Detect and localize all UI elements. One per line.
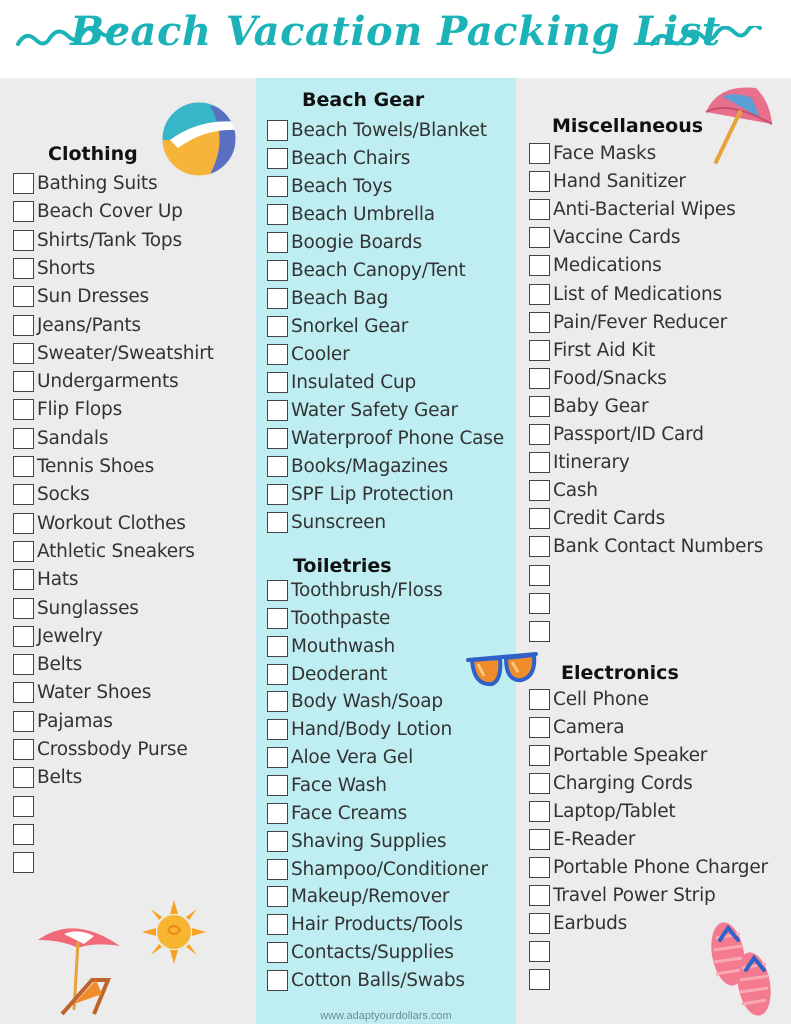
checklist-item[interactable] (267, 120, 487, 141)
checkbox-icon[interactable] (13, 796, 34, 817)
checklist-item[interactable] (267, 400, 458, 421)
checklist-item-label: Waterproof Phone Case (291, 428, 504, 449)
checklist-item[interactable] (13, 852, 37, 873)
checklist-item[interactable] (529, 913, 627, 934)
checkbox-icon[interactable] (267, 512, 288, 533)
checklist-item-label: Sweater/Sweatshirt (37, 342, 214, 364)
sun-icon (142, 900, 206, 964)
checklist-item[interactable] (267, 148, 410, 169)
checkbox-icon[interactable] (529, 284, 550, 305)
checkbox-icon[interactable] (267, 204, 288, 225)
checkbox-icon[interactable] (13, 230, 34, 251)
checklist-item-label: Beach Toys (291, 176, 393, 197)
checklist-item-label: Charging Cords (553, 773, 693, 794)
checklist-item[interactable] (529, 941, 553, 962)
checklist-item[interactable] (529, 368, 667, 389)
checkbox-icon[interactable] (267, 316, 288, 337)
checklist-item-label: Insulated Cup (291, 372, 417, 393)
checklist-item-label: Deoderant (291, 663, 388, 685)
checkbox-icon[interactable] (13, 767, 34, 788)
checklist-item-label: Medications (553, 255, 662, 277)
beach-chair-icon (34, 918, 126, 1018)
checklist-item-label: Shorts (37, 257, 96, 279)
checklist-item-label: Sandals (37, 427, 109, 449)
section-title-electronics: Electronics (561, 662, 679, 684)
checklist-item[interactable] (529, 171, 686, 192)
checklist-item-label: Camera (553, 717, 625, 738)
checklist-item[interactable] (529, 621, 553, 642)
checklist-item[interactable] (13, 598, 139, 619)
checkbox-icon[interactable] (529, 829, 550, 850)
checklist-item[interactable] (13, 513, 186, 534)
checklist-item[interactable] (267, 372, 416, 393)
checklist-item[interactable] (267, 914, 463, 935)
page-title: Beach Vacation Packing List (70, 8, 721, 55)
checklist-item-label: Earbuds (553, 913, 628, 934)
checklist-item[interactable] (267, 288, 388, 309)
checklist-item[interactable] (529, 829, 635, 850)
checkbox-icon[interactable] (529, 565, 550, 586)
checklist-item-label: Athletic Sneakers (37, 540, 195, 562)
checklist-item-label: Belts (37, 654, 83, 676)
checkbox-icon[interactable] (529, 340, 550, 361)
checkbox-icon[interactable] (529, 143, 550, 164)
checklist-item-label: Water Safety Gear (291, 400, 458, 421)
section-title-beach-gear: Beach Gear (302, 89, 425, 111)
checklist-item[interactable] (529, 565, 553, 586)
checklist-item-label: Beach Towels/Blanket (291, 120, 487, 141)
checkbox-icon[interactable] (267, 886, 288, 907)
checklist-item-label: Face Wash (291, 774, 387, 796)
checkbox-icon[interactable] (529, 621, 550, 642)
checklist-item[interactable] (13, 541, 195, 562)
checklist-item-label: Cell Phone (553, 689, 649, 710)
checklist-item[interactable] (267, 664, 387, 685)
checkbox-icon[interactable] (267, 344, 288, 365)
checkbox-icon[interactable] (13, 513, 34, 534)
checkbox-icon[interactable] (13, 484, 34, 505)
checklist-item-label: Baby Gear (553, 395, 649, 417)
checklist-item[interactable] (13, 796, 37, 817)
checklist-item-label: Hair Products/Tools (291, 914, 463, 936)
checklist-item[interactable] (529, 593, 553, 614)
checklist-item[interactable] (13, 173, 157, 194)
checkbox-icon[interactable] (13, 598, 34, 619)
beach-ball-icon (160, 100, 238, 178)
checkbox-icon[interactable] (13, 286, 34, 307)
checklist-item[interactable] (529, 227, 680, 248)
checklist-item[interactable] (267, 176, 392, 197)
checklist-item-label: SPF Lip Protection (291, 484, 454, 505)
checkbox-icon[interactable] (529, 227, 550, 248)
checklist-item[interactable] (529, 801, 675, 822)
checklist-item[interactable] (529, 689, 649, 710)
checklist-item-label: Face Masks (553, 143, 657, 164)
checkbox-icon[interactable] (13, 343, 34, 364)
checklist-item-label: Cotton Balls/Swabs (291, 969, 465, 991)
checklist-item-label: Itinerary (553, 452, 630, 474)
checklist-item[interactable] (267, 747, 413, 768)
checkbox-icon[interactable] (267, 400, 288, 421)
checklist-item-label: Sun Dresses (37, 286, 149, 308)
checklist-item-label: Travel Power Strip (553, 885, 716, 906)
checklist-item-label: Water Shoes (37, 682, 152, 704)
checklist-item-label: Beach Cover Up (37, 201, 183, 223)
checkbox-icon[interactable] (267, 691, 288, 712)
checklist-item-label: Beach Umbrella (291, 204, 435, 225)
checklist-item-label: Makeup/Remover (291, 886, 450, 908)
checklist-item[interactable] (529, 255, 662, 276)
checklist-item-label: Pajamas (37, 710, 113, 732)
checkbox-icon[interactable] (267, 580, 288, 601)
checkbox-icon[interactable] (267, 831, 288, 852)
checklist-item[interactable] (529, 480, 598, 501)
checkbox-icon[interactable] (529, 857, 550, 878)
checklist-item[interactable] (13, 456, 154, 477)
checkbox-icon[interactable] (529, 452, 550, 473)
checklist-item-label: Contacts/Supplies (291, 942, 454, 964)
checklist-item[interactable] (13, 315, 141, 336)
checkbox-icon[interactable] (267, 914, 288, 935)
checklist-item-label: Body Wash/Soap (291, 691, 443, 713)
checklist-item[interactable] (267, 636, 395, 657)
checklist-item[interactable] (529, 508, 665, 529)
footer-url: www.adaptyourdollars.com (320, 1010, 452, 1022)
checklist-item-label: Portable Speaker (553, 745, 708, 766)
checkbox-icon[interactable] (267, 428, 288, 449)
checklist-item-label: Vaccine Cards (553, 227, 681, 249)
checklist-item[interactable] (267, 942, 454, 963)
section-title-toiletries: Toiletries (293, 555, 392, 577)
section-title-clothing: Clothing (48, 143, 138, 165)
checkbox-icon[interactable] (267, 803, 288, 824)
checklist-item-label: Cash (553, 480, 598, 502)
checklist-item[interactable] (267, 456, 448, 477)
checklist-item[interactable] (13, 626, 103, 647)
checklist-item[interactable] (13, 399, 122, 420)
checkbox-icon[interactable] (529, 536, 550, 557)
umbrella-icon (698, 82, 778, 164)
checklist-item-label: Belts (37, 767, 83, 789)
checklist-item-label: Hats (37, 569, 79, 591)
checklist-item[interactable] (267, 512, 386, 533)
checklist-item-label: Toothbrush/Floss (291, 580, 443, 601)
checklist-item-label: Snorkel Gear (291, 316, 409, 337)
checklist-item[interactable] (13, 767, 82, 788)
checklist-item-label: Shaving Supplies (291, 830, 447, 852)
checklist-item[interactable] (529, 885, 716, 906)
checklist-item[interactable] (529, 969, 553, 990)
checkbox-icon[interactable] (267, 747, 288, 768)
checkbox-icon[interactable] (529, 593, 550, 614)
header (0, 0, 791, 78)
checklist-item-label: Socks (37, 484, 90, 506)
checklist-item-label: Beach Chairs (291, 148, 411, 169)
checklist-item[interactable] (267, 886, 449, 907)
checklist-item[interactable] (529, 773, 693, 794)
checklist-item-label: Workout Clothes (37, 512, 186, 534)
flip-flops-icon (700, 918, 780, 1020)
checklist-item-label: Beach Canopy/Tent (291, 260, 466, 281)
checklist-item[interactable] (529, 199, 736, 220)
checklist-item-label: Bank Contact Numbers (553, 536, 764, 558)
checkbox-icon[interactable] (267, 608, 288, 629)
checkbox-icon[interactable] (267, 484, 288, 505)
checkbox-icon[interactable] (13, 201, 34, 222)
checklist-item-label: List of Medications (553, 283, 722, 305)
checkbox-icon[interactable] (13, 428, 34, 449)
sunglasses-icon (464, 650, 540, 692)
checklist-item-label: Tennis Shoes (37, 456, 155, 477)
section-title-miscellaneous: Miscellaneous (552, 115, 704, 137)
checklist-item-label: Bathing Suits (37, 173, 158, 194)
checklist-item[interactable] (13, 682, 151, 703)
checklist-item[interactable] (267, 232, 422, 253)
checkbox-icon[interactable] (529, 424, 550, 445)
checklist-item[interactable] (529, 340, 655, 361)
checklist-item[interactable] (529, 312, 727, 333)
checkbox-icon[interactable] (529, 199, 550, 220)
checkbox-icon[interactable] (13, 852, 34, 873)
checklist-item-label: Crossbody Purse (37, 739, 188, 760)
checkbox-icon[interactable] (529, 941, 550, 962)
checklist-item[interactable] (13, 428, 108, 449)
wave-icon (648, 26, 778, 56)
checkbox-icon[interactable] (267, 148, 288, 169)
checkbox-icon[interactable] (13, 456, 34, 477)
checklist-item[interactable] (529, 143, 656, 164)
checklist-item[interactable] (267, 316, 408, 337)
checklist-item[interactable] (267, 859, 488, 880)
checklist-item[interactable] (267, 428, 504, 449)
checklist-item[interactable] (267, 803, 407, 824)
checklist-item-label: Face Creams (291, 802, 408, 824)
checklist-item-label: Mouthwash (291, 635, 396, 657)
checkbox-icon[interactable] (529, 717, 550, 738)
checklist-item[interactable] (13, 711, 113, 732)
checklist-item-label: Shampoo/Conditioner (291, 858, 488, 880)
checklist-item[interactable] (529, 745, 707, 766)
checklist-item[interactable] (13, 258, 95, 279)
checkbox-icon[interactable] (13, 541, 34, 562)
checklist-item-label: Laptop/Tablet (553, 801, 676, 822)
checklist-item[interactable] (267, 260, 466, 281)
checkbox-icon[interactable] (529, 913, 550, 934)
checklist-item-label: Jeans/Pants (37, 314, 141, 336)
checkbox-icon[interactable] (529, 773, 550, 794)
checkbox-icon[interactable] (529, 745, 550, 766)
checklist-item-label: Pain/Fever Reducer (553, 311, 728, 333)
checkbox-icon[interactable] (13, 711, 34, 732)
checkbox-icon[interactable] (267, 636, 288, 657)
checklist-item[interactable] (13, 371, 178, 392)
checkbox-icon[interactable] (267, 942, 288, 963)
checklist-item-label: Sunscreen (291, 512, 386, 533)
checkbox-icon[interactable] (13, 315, 34, 336)
checklist-item[interactable] (267, 580, 443, 601)
checkbox-icon[interactable] (267, 176, 288, 197)
checklist-item[interactable] (13, 343, 214, 364)
checkbox-icon[interactable] (529, 171, 550, 192)
checkbox-icon[interactable] (267, 970, 288, 991)
checklist-item[interactable] (529, 284, 722, 305)
checkbox-icon[interactable] (529, 368, 550, 389)
checklist-item[interactable] (529, 452, 630, 473)
checkbox-icon[interactable] (529, 801, 550, 822)
checkbox-icon[interactable] (529, 480, 550, 501)
checkbox-icon[interactable] (267, 120, 288, 141)
checkbox-icon[interactable] (13, 399, 34, 420)
checklist-item[interactable] (529, 536, 763, 557)
checklist-item-label: Portable Phone Charger (553, 857, 768, 878)
checklist-item[interactable] (267, 691, 443, 712)
checkbox-icon[interactable] (267, 372, 288, 393)
checkbox-icon[interactable] (529, 689, 550, 710)
checklist-item[interactable] (13, 824, 37, 845)
checkbox-icon[interactable] (13, 258, 34, 279)
checklist-item[interactable] (13, 201, 183, 222)
checklist-item[interactable] (267, 970, 465, 991)
checklist-item[interactable] (267, 608, 390, 629)
checklist-item-label: Beach Bag (291, 288, 389, 309)
checklist-item-label: Anti-Bacterial Wipes (553, 199, 736, 221)
checklist-item[interactable] (267, 775, 387, 796)
checklist-item-label: Aloe Vera Gel (291, 747, 414, 769)
checklist-item[interactable] (267, 204, 435, 225)
checklist-item[interactable] (529, 424, 704, 445)
checklist-item-label: Cooler (291, 344, 350, 365)
checklist-item-label: Flip Flops (37, 399, 123, 421)
checklist-item-label: Hand/Body Lotion (291, 719, 453, 741)
checkbox-icon[interactable] (267, 288, 288, 309)
checkbox-icon[interactable] (13, 569, 34, 590)
checkbox-icon[interactable] (529, 508, 550, 529)
checkbox-icon[interactable] (267, 664, 288, 685)
checklist-item-label: Undergarments (37, 371, 179, 393)
checklist-item-label: Books/Magazines (291, 456, 448, 477)
checklist-item-label: Passport/ID Card (553, 424, 704, 445)
checkbox-icon[interactable] (529, 885, 550, 906)
checklist-item-label: First Aid Kit (553, 339, 656, 361)
checkbox-icon[interactable] (267, 719, 288, 740)
checkbox-icon[interactable] (13, 173, 34, 194)
checkbox-icon[interactable] (267, 859, 288, 880)
checkbox-icon[interactable] (267, 232, 288, 253)
checklist-item[interactable] (13, 739, 188, 760)
checklist-item-label: Jewelry (37, 625, 103, 647)
checklist-item-label: Hand Sanitizer (553, 171, 686, 193)
checklist-item-label: Credit Cards (553, 508, 666, 530)
checklist-item[interactable] (13, 484, 90, 505)
checkbox-icon[interactable] (529, 255, 550, 276)
checklist-item-label: Boogie Boards (291, 232, 422, 253)
checklist-item[interactable] (529, 396, 648, 417)
checkbox-icon[interactable] (13, 682, 34, 703)
checkbox-icon[interactable] (267, 775, 288, 796)
checkbox-icon[interactable] (529, 969, 550, 990)
checkbox-icon[interactable] (13, 626, 34, 647)
checkbox-icon[interactable] (267, 456, 288, 477)
checkbox-icon[interactable] (529, 312, 550, 333)
checklist-item[interactable] (267, 831, 446, 852)
checklist-item-label: Toothpaste (291, 607, 391, 629)
checklist-item[interactable] (267, 484, 454, 505)
checklist-item[interactable] (529, 717, 624, 738)
checklist-item[interactable] (267, 344, 349, 365)
checklist-item-label: E-Reader (553, 829, 636, 850)
checklist-item-label: Sunglasses (37, 597, 139, 619)
checkbox-icon[interactable] (267, 260, 288, 281)
checklist-item[interactable] (13, 569, 78, 590)
checkbox-icon[interactable] (13, 739, 34, 760)
checkbox-icon[interactable] (13, 654, 34, 675)
checklist-item[interactable] (13, 654, 82, 675)
checkbox-icon[interactable] (13, 824, 34, 845)
checklist-item-label: Shirts/Tank Tops (37, 229, 182, 251)
checklist-item[interactable] (13, 230, 182, 251)
checkbox-icon[interactable] (13, 371, 34, 392)
checkbox-icon[interactable] (529, 396, 550, 417)
checklist-item[interactable] (267, 719, 452, 740)
checklist-item[interactable] (529, 857, 768, 878)
checklist-item-label: Food/Snacks (553, 367, 667, 389)
checklist-item[interactable] (13, 286, 149, 307)
